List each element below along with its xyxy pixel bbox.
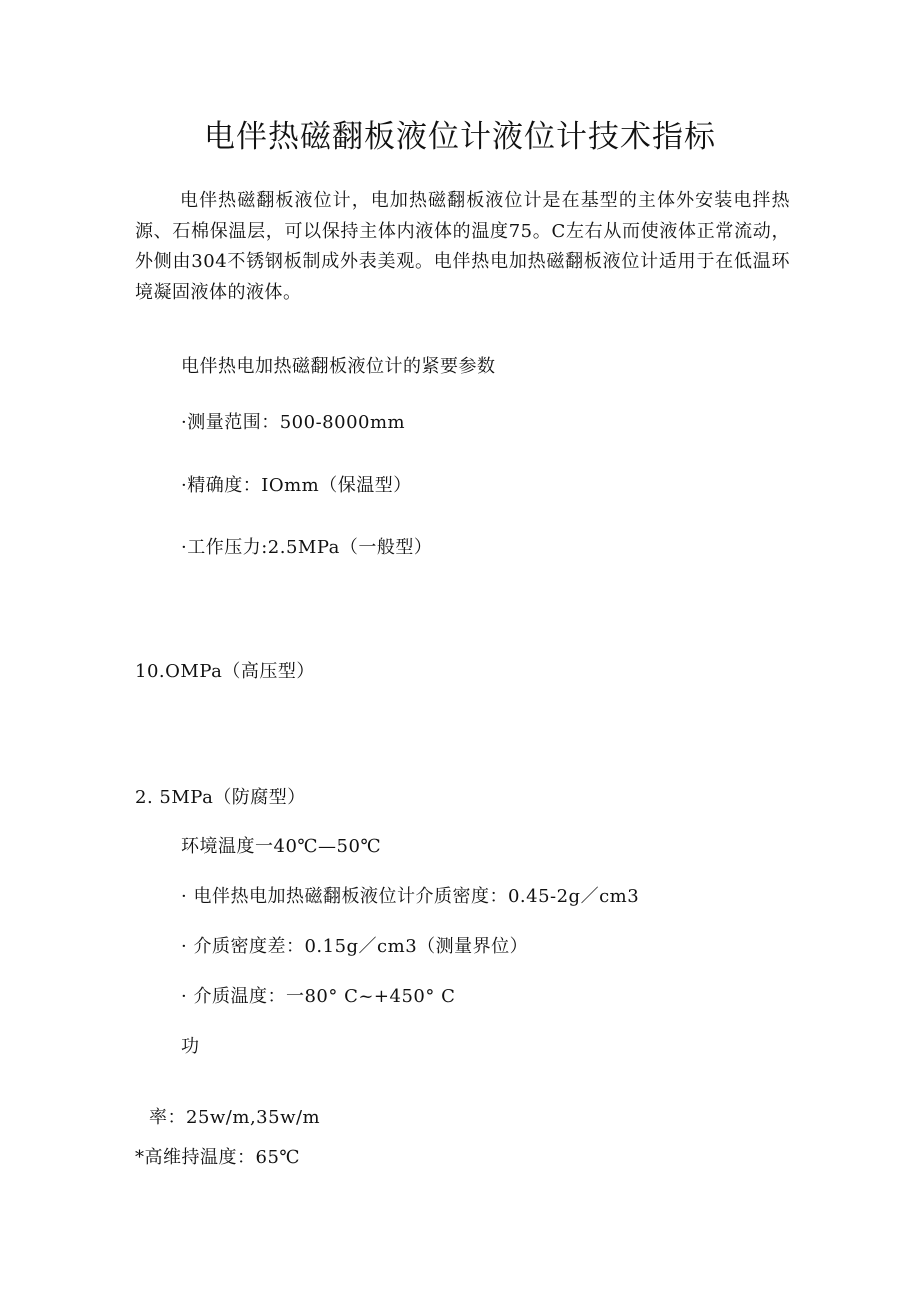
intro-paragraph: 电伴热磁翻板液位计，电加热磁翻板液位计是在基型的主体外安装电拌热源、石棉保温层，可以保持主体内液体的温度75。C左右从而使液体正常流动，外侧由304不锈钢板制成外表美观。电伴热电加热磁翻板液位计适用于在低温环境凝固液体的液体。 [135,190,790,303]
param-max-maintain-temp: *高维持温度：65℃ [135,1147,301,1168]
param-high-pressure: 10.OMPa（高压型） [135,661,315,682]
param-ambient-temp: 环境温度一40℃—50℃ [181,836,382,857]
params-heading: 电伴热电加热磁翻板液位计的紧要参数 [181,356,496,377]
param-accuracy: ·精确度：IOmm（保温型） [181,475,412,496]
param-medium-temp: · 介质温度：一80° C~+450° C [181,986,456,1007]
param-anticorrosion: 2. 5MPa（防腐型） [135,787,306,808]
param-density-difference: · 介质密度差：0.15g／cm3（测量界位） [181,936,529,957]
param-measure-range: ·测量范围：500-8000mm [181,412,406,433]
param-medium-density: · 电伴热电加热磁翻板液位计介质密度：0.45-2g／cm3 [181,886,640,907]
param-power-label: 功 [181,1036,200,1057]
param-working-pressure: ·工作压力:2.5MPa（一般型） [181,537,433,558]
param-power-values: 率：25w/m,35w/m [149,1107,321,1128]
document-title: 电伴热磁翻板液位计液位计技术指标 [204,119,716,155]
